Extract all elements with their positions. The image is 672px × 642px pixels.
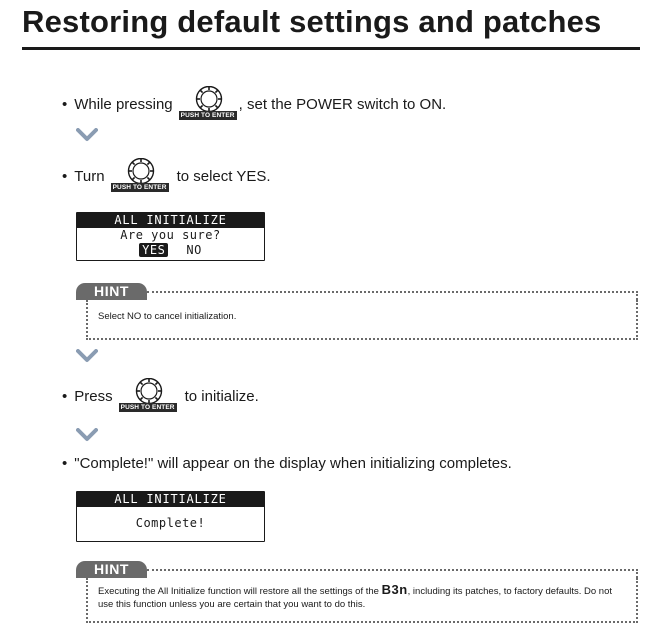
bullet: • — [62, 167, 68, 185]
lcd-options — [77, 243, 264, 260]
bullet: • — [62, 387, 68, 405]
step-2-text-before: Turn — [74, 167, 105, 185]
hint-text-after-logo: , including its patches, to factory defaults. Do not use this function unless you are certain that you want to do this. — [98, 586, 613, 610]
page-title: Restoring default settings and patches — [22, 4, 602, 39]
product-logo: B3n — [381, 582, 408, 597]
knob-label: PUSH TO ENTER — [111, 183, 169, 192]
knob-label: PUSH TO ENTER — [119, 403, 177, 412]
knob-icon — [194, 86, 224, 114]
push-to-enter-knob — [111, 158, 171, 194]
lcd-option-yes: YES — [139, 243, 168, 257]
hint-box-1 — [76, 283, 638, 340]
hint-label: HINT — [76, 561, 147, 578]
lcd-status: Complete! — [135, 516, 206, 530]
push-to-enter-knob — [179, 86, 239, 122]
step-1-text-after: , set the POWER switch to ON. — [238, 95, 447, 113]
lcd-prompt: Are you sure? — [120, 228, 221, 242]
step-3-text-before: Press — [74, 387, 113, 405]
hint-body — [86, 578, 638, 623]
hint-text: Select NO to cancel initialization. — [98, 311, 237, 322]
step-2-text-after: to select YES. — [176, 167, 271, 185]
hint-label: HINT — [76, 283, 147, 300]
lcd-display-complete — [76, 491, 265, 542]
hint-body — [86, 300, 638, 340]
hint-text-before-logo: Executing the All Initialize function will restore all the settings of the — [98, 586, 379, 597]
title-underline — [22, 47, 640, 50]
lcd-header: ALL INITIALIZE — [77, 213, 264, 228]
bullet: • — [62, 95, 68, 113]
lcd-header: ALL INITIALIZE — [77, 492, 264, 507]
step-1 — [62, 86, 446, 122]
hint-text — [98, 583, 626, 611]
step-3 — [62, 378, 259, 414]
hint-box-2 — [76, 561, 638, 623]
step-2 — [62, 158, 271, 194]
step-4 — [62, 455, 512, 472]
chevron-down-icon — [76, 349, 98, 363]
push-to-enter-knob — [119, 378, 179, 414]
lcd-option-no: NO — [186, 243, 202, 257]
knob-icon — [134, 378, 164, 406]
step-3-text-after: to initialize. — [184, 387, 259, 405]
step-4-text: "Complete!" will appear on the display when initializing completes. — [74, 455, 512, 472]
chevron-down-icon — [76, 428, 98, 442]
step-1-text-before: While pressing — [74, 95, 173, 113]
chevron-down-icon — [76, 128, 98, 142]
knob-label: PUSH TO ENTER — [179, 111, 237, 120]
lcd-display-confirm — [76, 212, 265, 261]
knob-icon — [126, 158, 156, 186]
bullet: • — [62, 455, 68, 472]
